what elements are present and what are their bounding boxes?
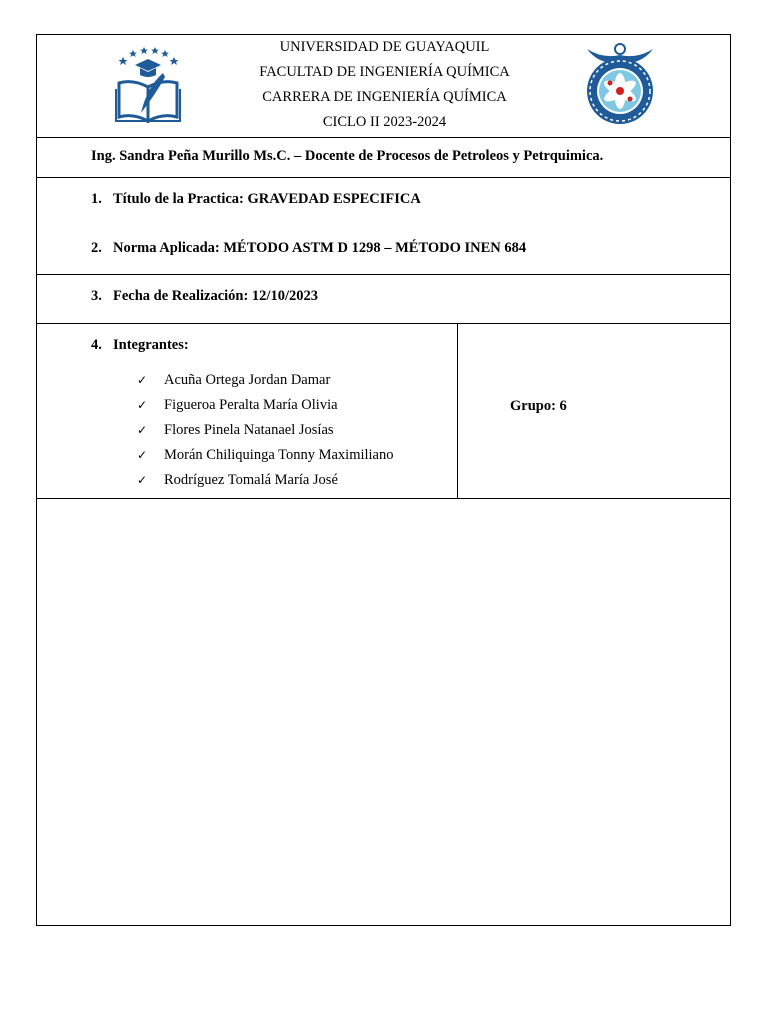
checkmark-icon: ✓ [137,373,148,387]
member-name: Figueroa Peralta María Olivia [164,397,338,413]
titulo-item [91,191,421,208]
list-item [137,418,394,443]
grupo-label: Grupo: 6 [510,398,567,414]
cycle-label: CICLO II 2023-2024 [322,114,447,130]
fecha-text: Fecha de Realización: 12/10/2023 [113,288,318,304]
university-name: UNIVERSIDAD DE GUAYAQUIL [279,39,490,55]
titulo-row [37,178,730,275]
list-item [137,443,394,468]
faculty-seal-icon [583,41,657,127]
docente-label: Ing. Sandra Peña Murillo Ms.C. – Docente de Procesos de Petroleos y Petrquimica. [91,148,604,164]
checkmark-icon: ✓ [137,473,148,487]
norma-number: 2. [91,240,102,256]
career-name: CARRERA DE INGENIERÍA QUÍMICA [262,89,507,105]
integrantes-number: 4. [91,337,102,353]
titulo-number: 1. [91,191,102,207]
member-name: Acuña Ortega Jordan Damar [164,372,331,388]
members-list [137,368,394,493]
integrantes-row [37,324,730,499]
header-titles [187,35,582,135]
document-table [36,34,731,926]
faculty-name: FACULTAD DE INGENIERÍA QUÍMICA [259,64,510,80]
member-name: Morán Chiliquinga Tonny Maximiliano [164,447,394,463]
blank-content-area [37,499,730,925]
checkmark-icon: ✓ [137,423,148,437]
fecha-number: 3. [91,288,102,304]
member-name: Rodríguez Tomalá María José [164,472,338,488]
integrantes-item [91,337,189,354]
titulo-text: Título de la Practica: GRAVEDAD ESPECIFICA [113,191,421,207]
checkmark-icon: ✓ [137,448,148,462]
norma-item [91,240,526,257]
fecha-item [91,288,318,305]
fecha-row [37,275,730,324]
university-book-logo-icon [113,43,183,123]
docente-row [37,138,730,178]
checkmark-icon: ✓ [137,398,148,412]
norma-text: Norma Aplicada: MÉTODO ASTM D 1298 – MÉTODO INEN 684 [113,240,527,256]
header-row [37,35,730,138]
member-name: Flores Pinela Natanael Josías [164,422,334,438]
list-item [137,468,394,493]
column-divider [457,324,458,498]
list-item [137,393,394,418]
integrantes-heading: Integrantes: [113,337,189,353]
list-item [137,368,394,393]
